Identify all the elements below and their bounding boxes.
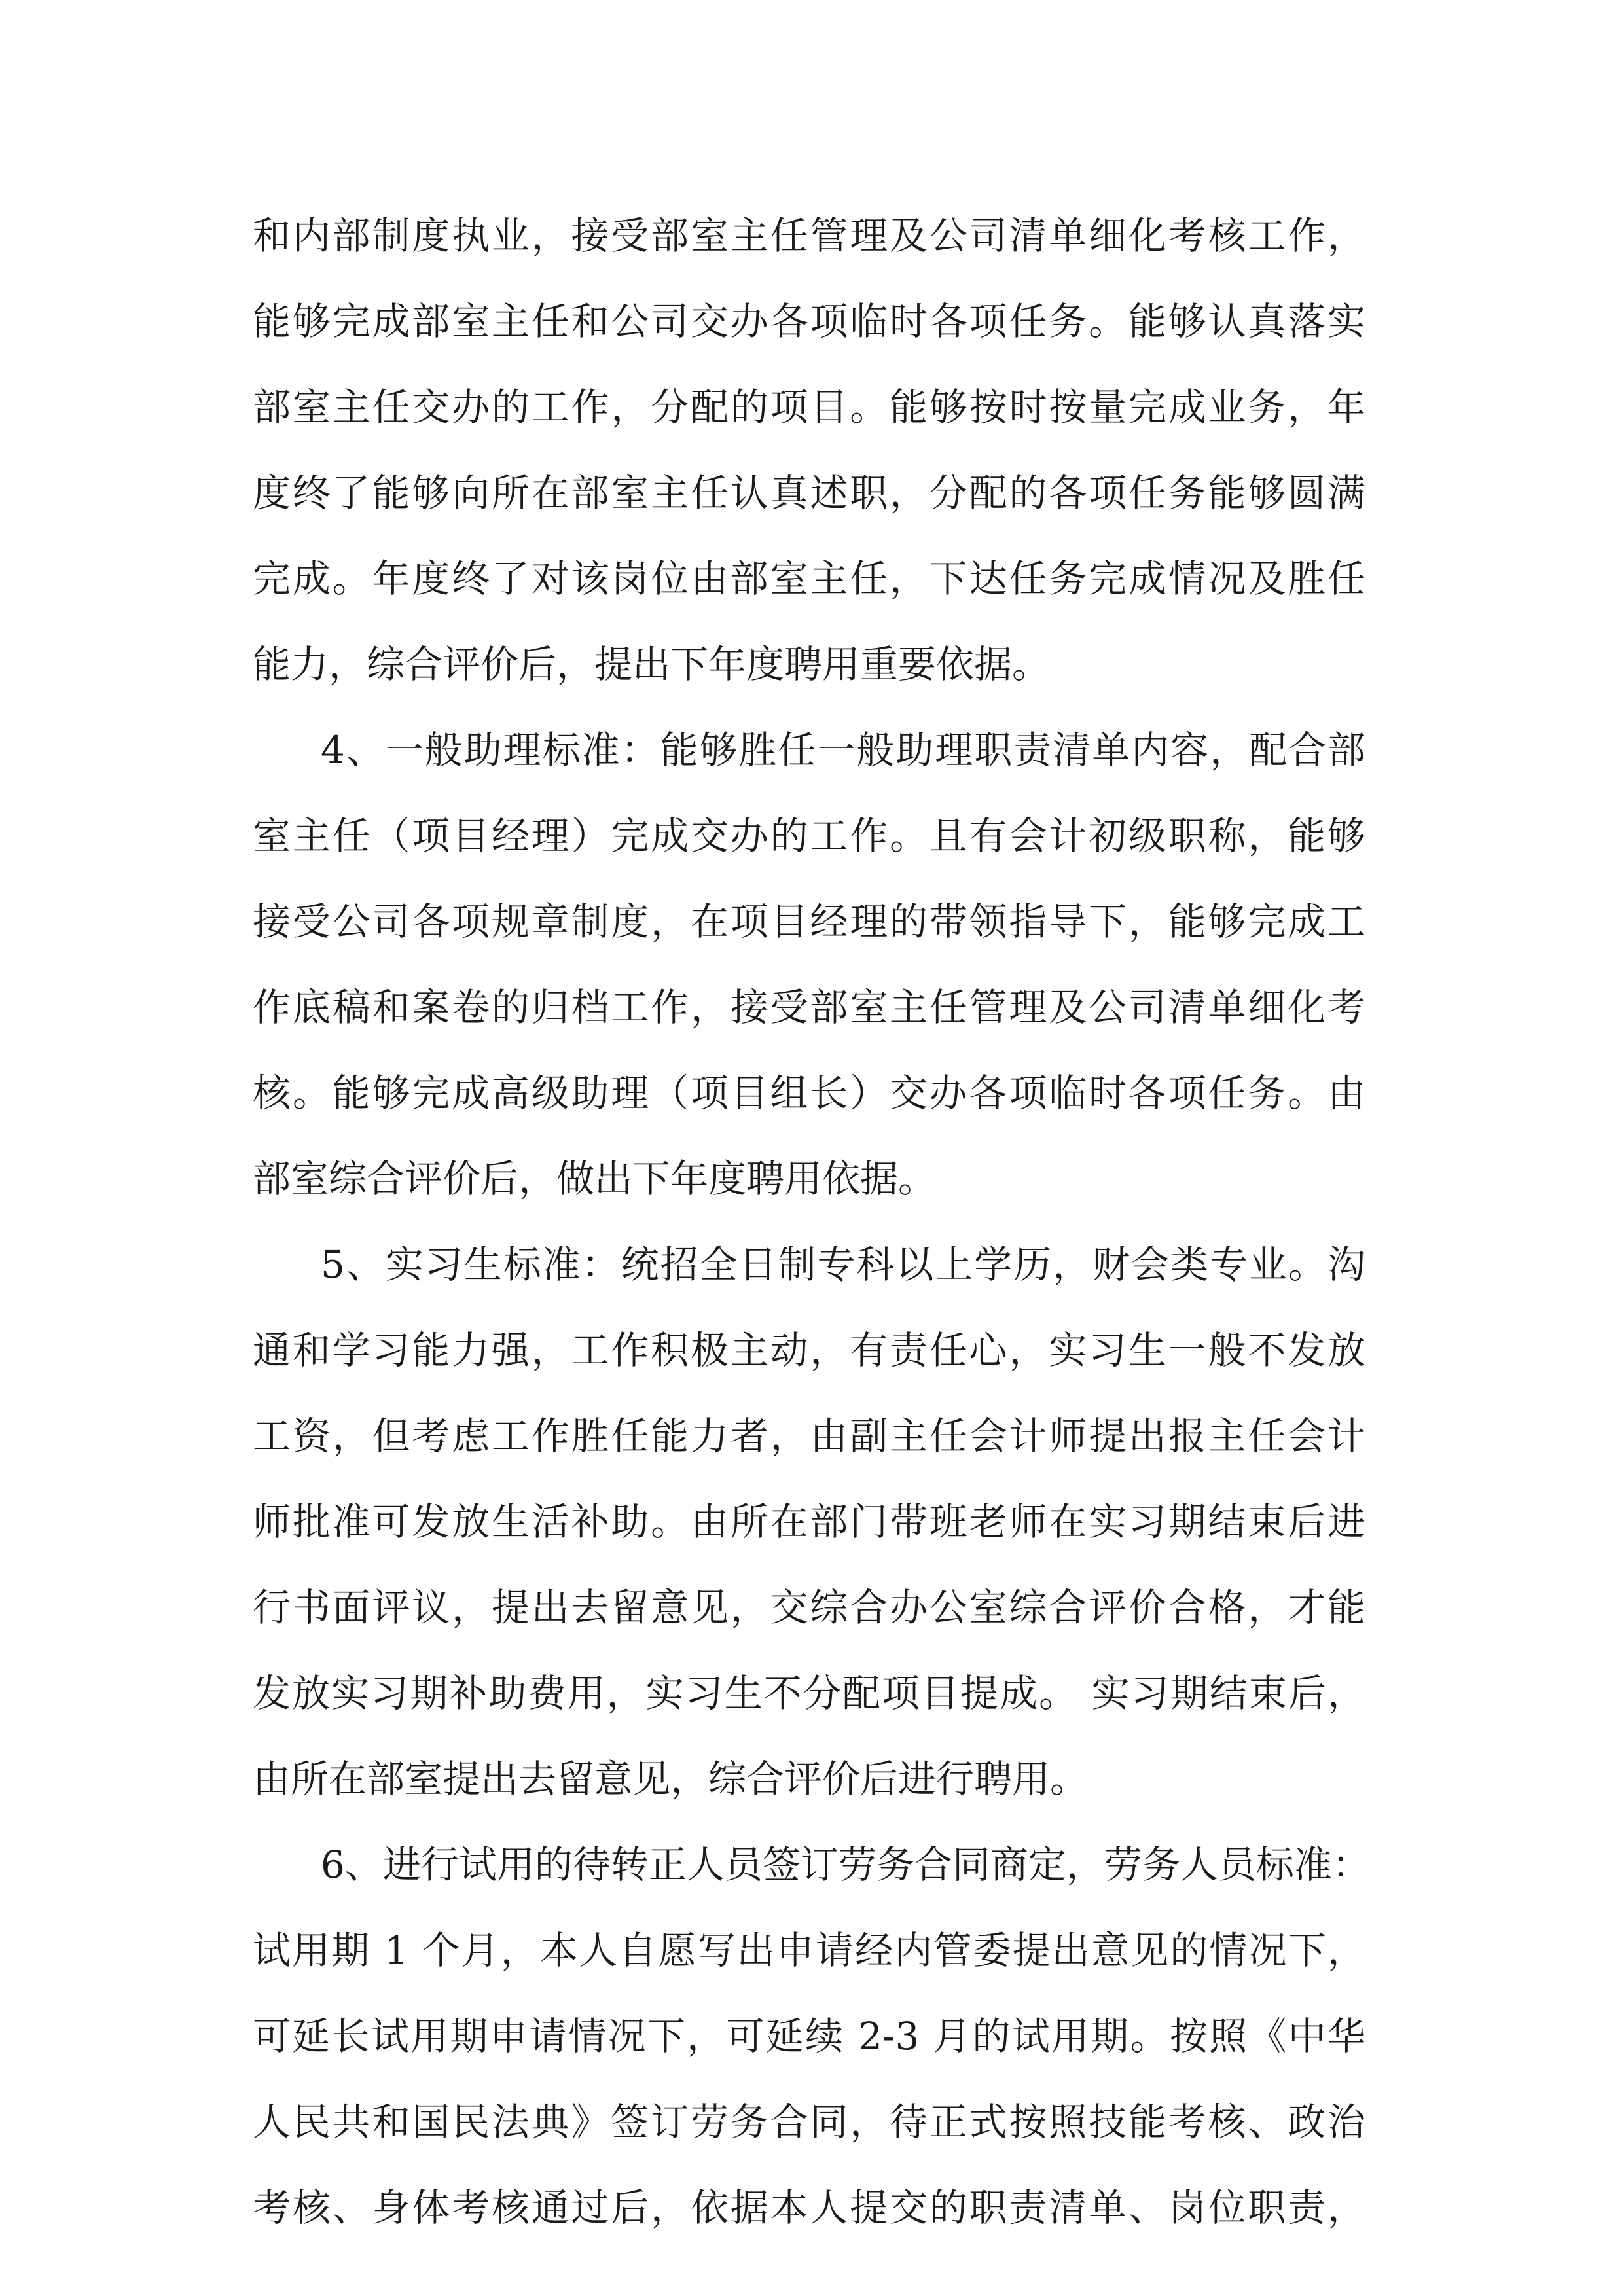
text-line: 接受公司各项规章制度，在项目经理的带领指导下，能够完成工 [253,899,1365,944]
text-line: 室主任（项目经理）完成交办的工作。且有会计初级职称，能够 [253,814,1365,858]
text-line: 部室综合评价后，做出下年度聘用依据。 [253,1157,937,1201]
text-line: 和内部制度执业，接受部室主任管理及公司清单细化考核工作， [253,213,1365,258]
text-line: 人民共和国民法典》签订劳务合同，待正式按照技能考核、政治 [253,2100,1365,2144]
text-line: 试用期 1 个月，本人自愿写出申请经内管委提出意见的情况下， [253,1928,1365,1973]
text-line: 度终了能够向所在部室主任认真述职，分配的各项任务能够圆满 [253,471,1365,515]
text-line: 能够完成部室主任和公司交办各项临时各项任务。能够认真落实 [253,299,1365,344]
text-line: 由所在部室提出去留意见，综合评价后进行聘用。 [253,1757,1089,1801]
text-line: 考核、身体考核通过后，依据本人提交的职责清单、岗位职责， [253,2185,1365,2230]
text-line: 工资，但考虑工作胜任能力者，由副主任会计师提出报主任会计 [253,1414,1365,1458]
text-line: 可延长试用期申请情况下，可延续 2-3 月的试用期。按照《中华 [253,2014,1365,2058]
paragraph-first-line: 4、一般助理标准：能够胜任一般助理职责清单内容，配合部 [321,728,1365,772]
text-line: 发放实习期补助费用，实习生不分配项目提成。 实习期结束后， [253,1671,1365,1715]
text-line: 通和学习能力强，工作积极主动，有责任心，实习生一般不发放 [253,1328,1365,1372]
text-line: 完成。年度终了对该岗位由部室主任，下达任务完成情况及胜任 [253,556,1365,601]
text-line: 行书面评议，提出去留意见，交综合办公室综合评价合格，才能 [253,1585,1365,1630]
paragraph-first-line: 6、进行试用的待转正人员签订劳务合同商定，劳务人员标准： [321,1842,1370,1887]
text-line: 能力，综合评价后，提出下年度聘用重要依据。 [253,642,1051,687]
text-line: 部室主任交办的工作，分配的项目。能够按时按量完成业务，年 [253,385,1365,429]
text-line: 师批准可发放生活补助。由所在部门带班老师在实习期结束后进 [253,1499,1365,1544]
paragraph-first-line: 5、实习生标准：统招全日制专科以上学历，财会类专业。沟 [321,1242,1365,1287]
text-line: 作底稿和案卷的归档工作，接受部室主任管理及公司清单细化考 [253,985,1365,1030]
text-line: 核。能够完成高级助理（项目组长）交办各项临时各项任务。由 [253,1071,1365,1115]
